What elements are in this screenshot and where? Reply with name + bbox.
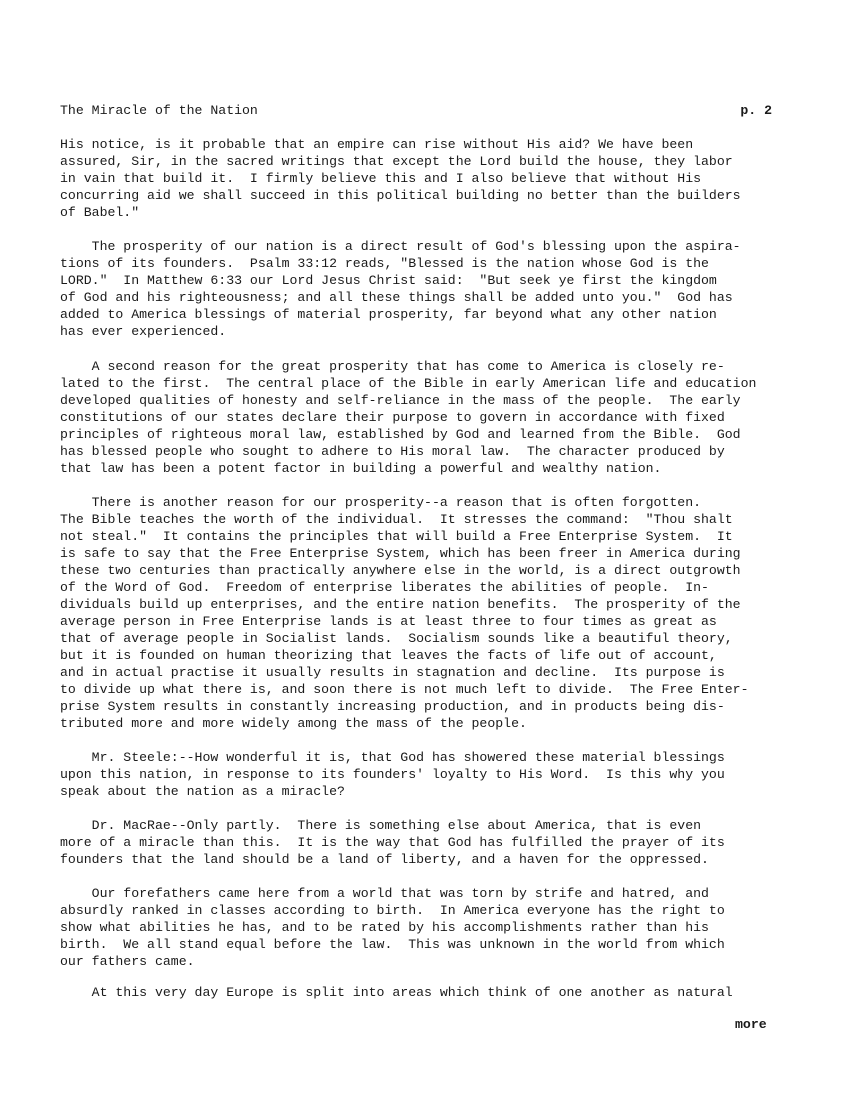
text-line: to divide up what there is, and soon there is not much left to divide. The Free Enter- [60, 682, 749, 697]
paragraph-second-reason [60, 358, 820, 477]
paragraph-prosperity [60, 238, 820, 340]
text-line: has ever experienced. [60, 324, 227, 339]
text-line: A second reason for the great prosperity that has come to America is closely re- [60, 359, 725, 374]
text-line: At this very day Europe is split into areas which think of one another as natural [60, 985, 733, 1000]
text-line: more of a miracle than this. It is the way that God has fulfilled the prayer of its [60, 835, 725, 850]
text-line: and in actual practise it usually results in stagnation and decline. Its purpose is [60, 665, 725, 680]
paragraph-europe [60, 984, 820, 1001]
text-line: show what abilities he has, and to be rated by his accomplishments rather than his [60, 920, 709, 935]
text-line: these two centuries than practically anywhere else in the world, is a direct outgrowth [60, 563, 741, 578]
text-line: absurdly ranked in classes according to birth. In America everyone has the right to [60, 903, 725, 918]
text-line: prise System results in constantly increasing production, and in products being dis- [60, 699, 725, 714]
text-line: dividuals build up enterprises, and the entire nation benefits. The prosperity of the [60, 597, 741, 612]
text-line: Dr. MacRae--Only partly. There is something else about America, that is even [60, 818, 702, 833]
text-line: lated to the first. The central place of the Bible in early American life and education [60, 376, 757, 391]
paragraph-free-enterprise [60, 494, 820, 732]
text-line: assured, Sir, in the sacred writings that except the Lord build the house, they labor [60, 154, 733, 169]
text-line: There is another reason for our prosperity--a reason that is often forgotten. [60, 495, 702, 510]
text-line: The prosperity of our nation is a direct result of God's blessing upon the aspira- [60, 239, 741, 254]
text-line: of the Word of God. Freedom of enterprise liberates the abilities of people. In- [60, 580, 709, 595]
text-line: LORD." In Matthew 6:33 our Lord Jesus Christ said: "But seek ye first the kingdom [60, 273, 717, 288]
text-line: Our forefathers came here from a world that was torn by strife and hatred, and [60, 886, 709, 901]
text-line: upon this nation, in response to its founders' loyalty to His Word. Is this why you [60, 767, 725, 782]
text-line: tributed more and more widely among the mass of the people. [60, 716, 527, 731]
text-line: concurring aid we shall succeed in this political building no better than the builders [60, 188, 741, 203]
text-line: has blessed people who sought to adhere to His moral law. The character produced by [60, 444, 725, 459]
text-line: Mr. Steele:--How wonderful it is, that God has showered these material blessings [60, 750, 725, 765]
text-line: constitutions of our states declare their purpose to govern in accordance with fixed [60, 410, 725, 425]
text-line: average person in Free Enterprise lands is at least three to four times as great as [60, 614, 717, 629]
paragraph-steele-question [60, 749, 820, 800]
text-line: of Babel." [60, 205, 140, 220]
text-line: added to America blessings of material prosperity, far beyond what any other nation [60, 307, 717, 322]
paragraph-forefathers [60, 885, 820, 970]
text-line: that of average people in Socialist lands. Socialism sounds like a beautiful theory, [60, 631, 733, 646]
document-title: The Miracle of the Nation [60, 103, 258, 118]
paragraph-quote-continuation [60, 136, 820, 221]
text-line: of God and his righteousness; and all these things shall be added unto you." God has [60, 290, 733, 305]
text-line: principles of righteous moral law, established by God and learned from the Bible. God [60, 427, 741, 442]
text-line: birth. We all stand equal before the law. This was unknown in the world from which [60, 937, 725, 952]
text-line: but it is founded on human theorizing that leaves the facts of life out of account, [60, 648, 717, 663]
text-line: The Bible teaches the worth of the individual. It stresses the command: "Thou shalt [60, 512, 733, 527]
text-line: developed qualities of honesty and self-reliance in the mass of the people. The early [60, 393, 741, 408]
text-line: is safe to say that the Free Enterprise System, which has been freer in America during [60, 546, 741, 561]
text-line: His notice, is it probable that an empire can rise without His aid? We have been [60, 137, 694, 152]
text-line: in vain that build it. I firmly believe this and I also believe that without His [60, 171, 702, 186]
text-line: not steal." It contains the principles that will build a Free Enterprise System. It [60, 529, 733, 544]
text-line: that law has been a potent factor in building a powerful and wealthy nation. [60, 461, 662, 476]
page-number: p. 2 [740, 103, 772, 118]
page-header [60, 101, 772, 121]
text-line: tions of its founders. Psalm 33:12 reads, "Blessed is the nation whose God is the [60, 256, 709, 271]
text-line: our fathers came. [60, 954, 195, 969]
paragraph-macrae-answer [60, 817, 820, 868]
text-line: speak about the nation as a miracle? [60, 784, 345, 799]
text-line: founders that the land should be a land of liberty, and a haven for the oppressed. [60, 852, 709, 867]
continuation-marker: more [735, 1017, 767, 1032]
